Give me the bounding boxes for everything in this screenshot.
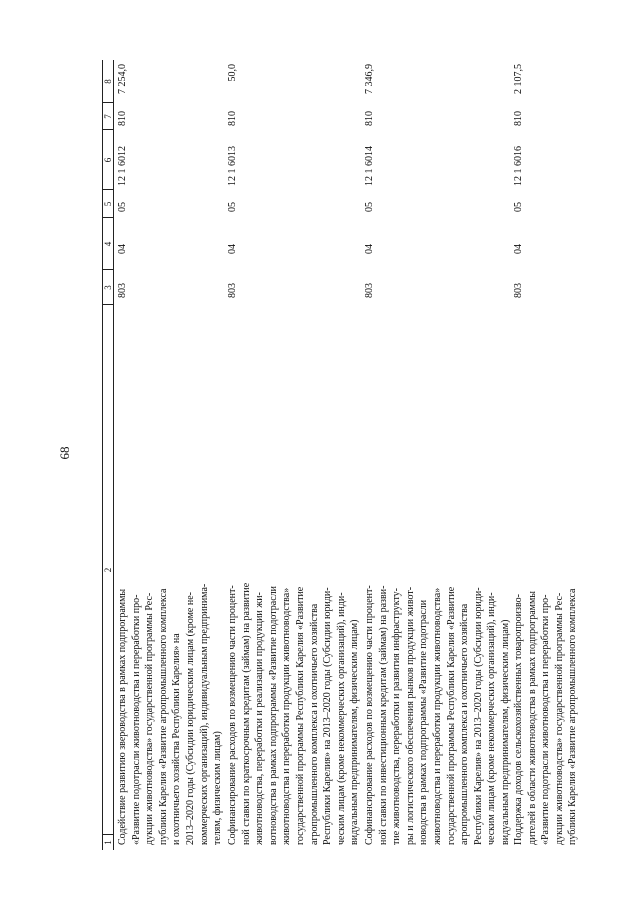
description-line: телям, физическим лицам): [212, 731, 224, 845]
description-line: Софинансирование расходов по возмещению части процент-: [227, 585, 238, 845]
description-line: ческим лицам (кроме некоммерческих организаций), инди-: [486, 592, 498, 845]
page-number: 68: [57, 446, 72, 460]
description-line: вотноводства в рамках подпрограммы «Развитие подотрасли: [267, 586, 279, 845]
row-description: [363, 395, 513, 845]
amount: 7 254,0: [117, 64, 128, 94]
description-line: Софинансирование расходов по возмещению части процент-: [364, 585, 375, 845]
expense-type-code: 810: [227, 111, 238, 126]
header-col-5: 5: [103, 201, 113, 207]
description-line: и охотничьего хозяйства Республики Карелия» на: [171, 633, 183, 845]
subsection-code: 05: [227, 202, 238, 212]
target-article-code: 12 1 6012: [117, 146, 128, 186]
row-description: [226, 395, 362, 845]
row-description: [512, 395, 580, 845]
section-code: 04: [117, 244, 128, 254]
description-line: тие животноводства, переработки и развития инфраструкту-: [391, 587, 403, 845]
description-line: Республики Карелия» на 2013–2020 годы (Субсидии юриди-: [472, 587, 484, 845]
description-line: государственной программы Республики Карелия «Развитие: [445, 586, 457, 845]
description-line: публики Карелия «Развитие агропромышленного комплекса: [567, 588, 579, 845]
header-col-4: 4: [103, 241, 113, 247]
section-code: 04: [364, 244, 375, 254]
description-line: коммерческих организаций), индивидуальным предпринима-: [198, 583, 210, 845]
amount: 7 346,9: [364, 64, 375, 94]
description-line: видуальным предпринимателям, физическим лицам): [349, 619, 361, 845]
amount: 2 107,5: [513, 64, 524, 94]
subsection-code: 05: [364, 202, 375, 212]
description-line: животноводства и переработки продукции животноводства»: [431, 587, 443, 845]
description-line: «Развитие подотрасли животноводства и переработки про-: [130, 594, 142, 845]
target-article-code: 12 1 6014: [364, 146, 375, 186]
header-col-2: 2: [103, 567, 113, 573]
description-line: дукции животноводства» государственной программы Рес-: [144, 592, 156, 845]
description-line: ческим лицам (кроме некоммерческих организаций), инди-: [335, 592, 347, 845]
ministry-code: 803: [227, 283, 238, 298]
row-description: [116, 395, 225, 845]
expense-type-code: 810: [364, 111, 375, 126]
description-line: ной ставки по краткосрочным кредитам (займам) на развитие: [240, 582, 252, 845]
ministry-code: 803: [117, 283, 128, 298]
expense-type-code: 810: [513, 111, 524, 126]
description-line: агропромышленного комплекса и охотничьего хозяйства: [459, 603, 471, 845]
description-line: государственной программы Республики Карелия «Развитие: [294, 586, 306, 845]
description-line: Содействие развитию звероводства в рамках подпрограммы: [117, 588, 128, 845]
header-col-8: 8: [103, 79, 113, 84]
table-header: [102, 60, 114, 850]
section-code: 04: [513, 244, 524, 254]
description-line: 2013–2020 годы (Субсидии юридическим лицам (кроме не-: [184, 592, 196, 845]
ministry-code: 803: [364, 283, 375, 298]
budget-table: [102, 60, 577, 850]
description-line: видуальным предпринимателям, физическим лицам): [499, 619, 511, 845]
description-line: Республики Карелия» на 2013–2020 годы (Субсидии юриди-: [322, 587, 334, 845]
amount: 50,0: [227, 64, 238, 82]
description-line: ры и логистического обеспечения рынков продукции живот-: [404, 586, 416, 845]
subsection-code: 05: [513, 202, 524, 212]
expense-type-code: 810: [117, 111, 128, 126]
header-col-3: 3: [103, 285, 113, 290]
description-line: животноводства и переработки продукции животноводства»: [281, 587, 293, 845]
description-line: публики Карелия «Развитие агропромышленного комплекса: [157, 588, 169, 845]
description-line: агропромышленного комплекса и охотничьего хозяйства: [308, 603, 320, 845]
header-col-1: 1: [103, 840, 113, 845]
description-line: животноводства, переработки и реализации продукции жи-: [254, 592, 266, 845]
header-col-6: 6: [103, 157, 113, 163]
target-article-code: 12 1 6013: [227, 146, 238, 186]
description-line: дителей в области животноводства в рамках подпрограммы: [526, 590, 538, 845]
description-line: ной ставки по инвестиционным кредитам (займам) на разви-: [377, 585, 389, 845]
ministry-code: 803: [513, 283, 524, 298]
section-code: 04: [227, 244, 238, 254]
description-line: «Развитие подотрасли животноводства и переработки про-: [540, 594, 552, 845]
header-col-7: 7: [103, 114, 113, 119]
description-line: новодства в рамках подпрограммы «Развитие подотрасли: [418, 599, 430, 845]
description-line: Поддержка доходов сельскохозяйственных товаропроизво-: [513, 594, 524, 845]
target-article-code: 12 1 6016: [513, 146, 524, 186]
description-line: дукции животноводства» государственной программы Рес-: [553, 592, 565, 845]
subsection-code: 05: [117, 202, 128, 212]
